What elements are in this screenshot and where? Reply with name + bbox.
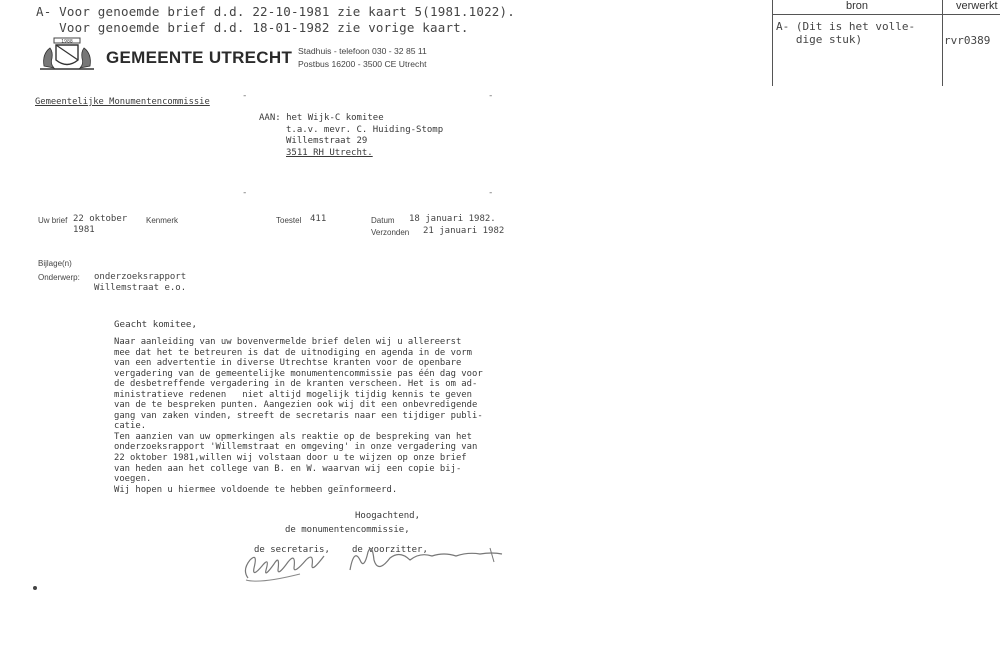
bron-header: bron	[846, 0, 869, 12]
letter-body-line: mee dat het te betreuren is dat de uitnodiging en agenda in de vorm	[114, 347, 472, 358]
onderwerp-label: Onderwerp:	[38, 273, 80, 282]
uw-brief-value-2: 1981	[73, 225, 95, 235]
onderwerp-value-2: Willemstraat e.o.	[94, 283, 187, 293]
fold-mark-left-2: -	[242, 188, 248, 198]
datum-label: Datum	[371, 216, 395, 225]
bron-value-line-1: A- (Dit is het volle-	[776, 20, 916, 33]
verwerkt-header: verwerkt	[956, 0, 998, 12]
toestel-value: 411	[310, 214, 327, 224]
letter-body-line: Ten aanzien van uw opmerkingen als reaktie op de bespreking van het	[114, 431, 472, 442]
recipient-line-4: 3511 RH Utrecht.	[286, 147, 373, 158]
secretary-label: de secretaris,	[254, 545, 330, 555]
verwerkt-value: rvr0389	[944, 34, 991, 47]
letter-body-line: voegen.	[114, 474, 152, 485]
bron-value-line-2: dige stuk)	[776, 33, 863, 46]
verzonden-value: 21 januari 1982	[423, 226, 505, 236]
letter-body-line: catie.	[114, 421, 147, 432]
punch-dot	[33, 586, 37, 590]
annotation-line-2: Voor genoemde brief d.d. 18-01-1982 zie vorige kaart.	[36, 20, 469, 35]
fold-mark-left: -	[242, 91, 248, 101]
bijlage-label: Bijlage(n)	[38, 259, 72, 268]
letter-body-line: van de te bespreken punten. Aangezien ook wij dit een onbevredigende	[114, 400, 478, 411]
datum-value: 18 januari 1982.	[409, 214, 496, 224]
salutation: Geacht komitee,	[114, 319, 197, 330]
municipal-crest-logo	[38, 36, 96, 72]
letterhead-info-line-1: Stadhuis - telefoon 030 - 32 85 11	[298, 46, 427, 56]
letter-body-line: van heden aan het college van B. en W. waarvan wij een copie bij-	[114, 463, 462, 474]
letter-body	[114, 337, 483, 495]
letter-body-line: Wij hopen u hiermee voldoende te hebben geïnformeerd.	[114, 484, 398, 495]
source-table	[772, 0, 1000, 86]
fold-mark-right-2: -	[488, 188, 494, 198]
letter-body-line: vergadering van de gemeentelijke monumentencommissie pas één dag voor	[114, 368, 483, 379]
kenmerk-label: Kenmerk	[146, 216, 179, 225]
letter-body-line: van een advertentie in diverse Utrechtse kranten voor de openbare	[114, 358, 462, 369]
letter-body-line: gang van zaken vinden, streeft de secretaris naar een tijdiger publi-	[114, 410, 483, 421]
letter-body-line: onderzoeksrapport 'Willemstraat en omgeving' in onze vergadering van	[114, 442, 478, 453]
uw-brief-value-1: 22 oktober	[73, 214, 128, 224]
sender-department: Gemeentelijke Monumentencommissie	[35, 97, 210, 107]
onderwerp-value-1: onderzoeksrapport	[94, 272, 187, 282]
signatures	[240, 530, 520, 585]
chair-label: de voorzitter,	[352, 545, 428, 555]
letter-body-line: 22 oktober 1981,willen wij volstaan door u te wijzen op onze brief	[114, 453, 467, 464]
svg-text:1988: 1988	[61, 39, 73, 45]
verzonden-label: Verzonden	[371, 228, 410, 237]
letter-body-line: de desbetreffende vergadering in de kranten verscheen. Het is om ad-	[114, 379, 478, 390]
letterhead-title: GEMEENTE UTRECHT	[106, 48, 293, 67]
letterhead-info-line-2: Postbus 16200 - 3500 CE Utrecht	[298, 59, 427, 69]
uw-brief-label: Uw brief	[38, 216, 68, 225]
recipient-line-2: t.a.v. mevr. C. Huiding-Stomp	[286, 124, 444, 135]
letter-body-line: Naar aanleiding van uw bovenvermelde brief delen wij u allereerst	[114, 337, 462, 347]
committee-name: de monumentencommissie,	[285, 525, 410, 535]
recipient-line-1: AAN: het Wijk-C komitee	[259, 113, 384, 123]
annotation-line-1: A- Voor genoemde brief d.d. 22-10-1981 zie kaart 5(1981.1022).	[36, 4, 515, 19]
fold-mark-right: -	[488, 91, 494, 101]
letter-body-line: ministratieve redenen niet altijd mogelijk tijdig kennis te geven	[114, 389, 472, 400]
closing: Hoogachtend,	[355, 511, 421, 521]
toestel-label: Toestel	[276, 216, 302, 225]
recipient-line-3: Willemstraat 29	[286, 136, 368, 146]
